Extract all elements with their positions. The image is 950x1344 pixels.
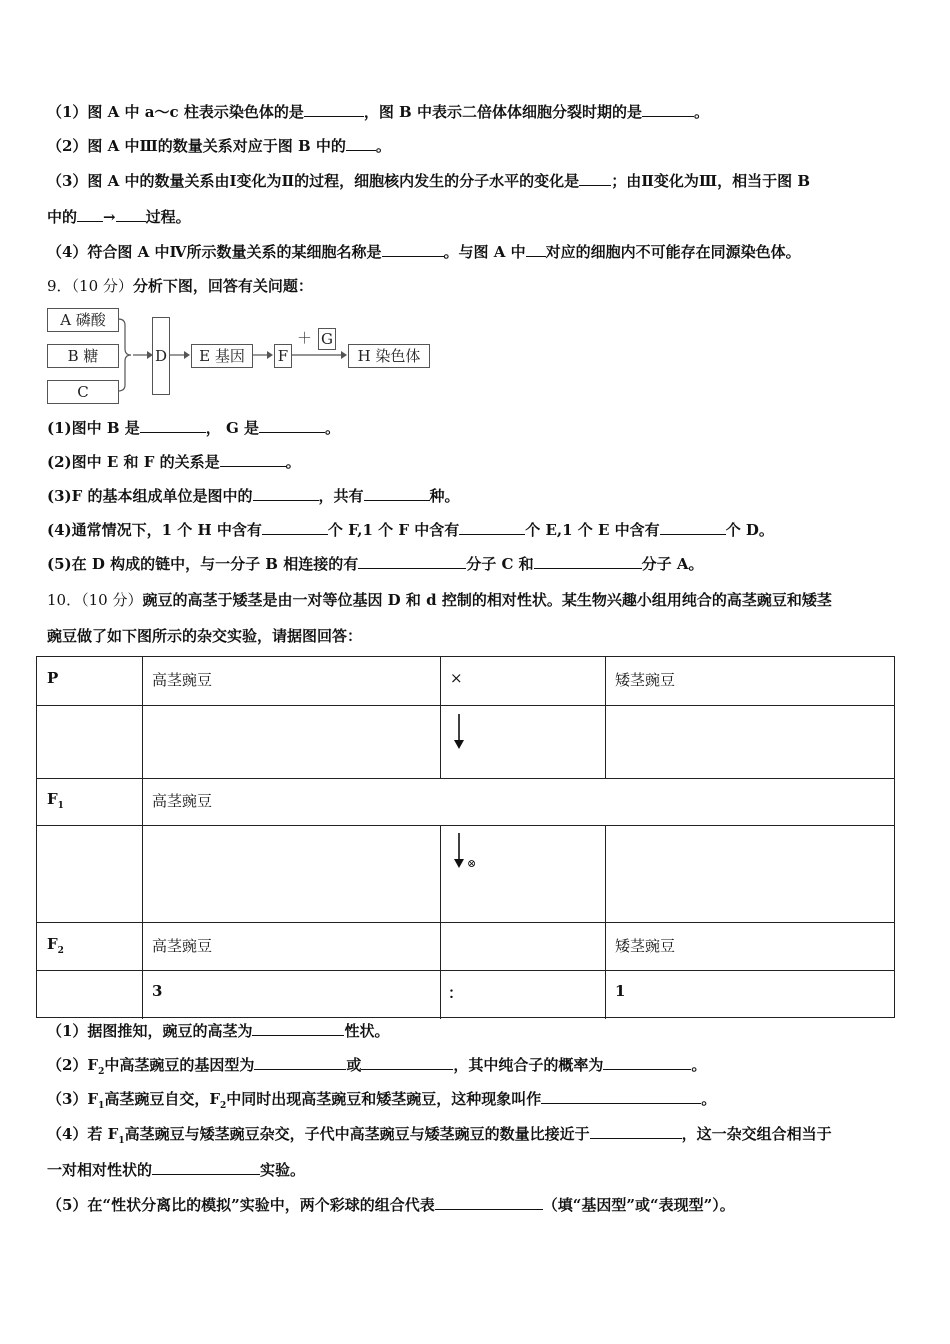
answer-blank[interactable] [140, 418, 206, 433]
answer-blank[interactable] [459, 520, 525, 535]
q10-item-1: （1）据图推知，豌豆的高茎为 性状。 [47, 1022, 390, 1040]
box-g: G [318, 328, 336, 350]
box-d: D [152, 317, 170, 395]
ratio-short: 1 [615, 982, 626, 1000]
answer-blank[interactable] [435, 1195, 543, 1210]
answer-blank[interactable] [534, 554, 642, 569]
row-label-p: P [47, 669, 59, 687]
answer-blank[interactable] [254, 1055, 346, 1070]
box-c: C [47, 380, 119, 404]
box-e: E 基因 [191, 344, 253, 368]
answer-blank[interactable] [603, 1055, 691, 1070]
answer-blank[interactable] [253, 486, 319, 501]
box-f: F [274, 344, 292, 368]
p-short-pea: 矮茎豌豆 [615, 671, 676, 689]
box-h: H 染色体 [348, 344, 430, 368]
answer-blank[interactable] [541, 1089, 701, 1104]
answer-blank[interactable] [660, 520, 726, 535]
answer-blank[interactable] [116, 207, 146, 222]
q9-item-3: (3)F 的基本组成单位是图中的 ，共有 种。 [47, 487, 460, 505]
q10-item-2: $(2)F_2$中高茎豌豆的基因型为 或 ，其中纯合子的概率为 。 [47, 1056, 707, 1077]
answer-blank[interactable] [259, 418, 325, 433]
box-b: B 糖 [47, 344, 119, 368]
answer-blank[interactable] [252, 1021, 344, 1036]
arrow-right-icon: → [103, 208, 116, 226]
f2-tall-pea: 高茎豌豆 [152, 937, 213, 955]
q8-item-4: （4）符合图 A 中Ⅳ所示数量关系的某细胞名称是 。与图 A 中 对应的细胞内不可能存在同源染色体。 [47, 243, 801, 261]
q10-item-5: （5）在“性状分离比的模拟”实验中，两个彩球的组合代表 （填“基因型”或“表现型”）。 [47, 1196, 735, 1214]
q10-item-4-cont: 一对相对性状的 实验。 [47, 1161, 306, 1179]
cross-symbol: × [450, 669, 463, 687]
f2-short-pea: 矮茎豌豆 [615, 937, 676, 955]
q10-intro-cont: 豌豆做了如下图所示的杂交实验，请据图回答： [47, 627, 363, 645]
ratio-tall: 3 [152, 982, 163, 1000]
answer-blank[interactable] [642, 102, 694, 117]
q9-item-4: (4)通常情况下，1 个 H 中含有 个 F,1 个 F 中含有 个 E,1 个 E 中含有 个 D。 [47, 521, 774, 539]
answer-blank[interactable] [358, 554, 466, 569]
q9-item-2: (2)图中 E 和 F 的关系是 。 [47, 453, 301, 471]
q9-item-5: (5)在 D 构成的链中，与一分子 B 相连接的有 分子 C 和 分子 A。 [47, 555, 704, 573]
selfing-symbol: ⊗ [467, 857, 477, 870]
dna-structure-diagram [45, 305, 445, 405]
answer-blank[interactable] [579, 171, 611, 186]
answer-blank[interactable] [304, 102, 364, 117]
q9-heading: 9．（10 分）分析下图，回答有关问题： [47, 277, 313, 295]
answer-blank[interactable] [382, 242, 444, 257]
cross-experiment-table [36, 656, 895, 1018]
down-arrow-icon [450, 712, 470, 752]
answer-blank[interactable] [364, 486, 430, 501]
q10-intro: 10．（10 分）豌豆的高茎于矮茎是由一对等位基因 D 和 d 控制的相对性状。某生物兴趣小组用纯合的高茎豌豆和矮茎 [47, 591, 832, 609]
answer-blank[interactable] [361, 1055, 453, 1070]
answer-blank[interactable] [220, 452, 286, 467]
plus-sign: ＋ [297, 329, 313, 347]
answer-blank[interactable] [590, 1124, 682, 1139]
q8-item-3: （3）图 A 中的数量关系由Ⅰ变化为Ⅱ的过程，细胞核内发生的分子水平的变化是 ；由Ⅱ变化为Ⅲ，相当于图 B [47, 172, 810, 190]
ratio-colon: ： [448, 984, 464, 1002]
q8-item-3-cont: 中的 → 过程。 [47, 208, 191, 226]
answer-blank[interactable] [346, 136, 376, 151]
q10-item-4: （4）若 $F_1$高茎豌豆与矮茎豌豆杂交，子代中高茎豌豆与矮茎豌豆的数量比接近于 ，这一杂交组合相当于 [47, 1125, 832, 1146]
row-label-f2: $F_2$ [47, 935, 64, 956]
q8-item-1: （1）图 A 中 a～c 柱表示染色体的是 ，图 B 中表示二倍体体细胞分裂时期的是 。 [47, 103, 709, 121]
f1-tall-pea: 高茎豌豆 [152, 792, 213, 810]
box-a: A 磷酸 [47, 308, 119, 332]
q10-item-3: $(3)F_1$高茎豌豆自交，$F_2$中同时出现高茎豌豆和矮茎豌豆，这种现象叫作 。 [47, 1090, 717, 1111]
q9-item-1: (1)图中 B 是 ， G 是 。 [47, 419, 341, 437]
p-tall-pea: 高茎豌豆 [152, 671, 213, 689]
answer-blank[interactable] [152, 1160, 260, 1175]
row-label-f1: $F_1$ [47, 790, 64, 811]
q8-item-2: （2）图 A 中Ⅲ的数量关系对应于图 B 中的 。 [47, 137, 391, 155]
answer-blank[interactable] [262, 520, 328, 535]
answer-blank[interactable] [77, 207, 103, 222]
answer-blank[interactable] [526, 242, 546, 257]
